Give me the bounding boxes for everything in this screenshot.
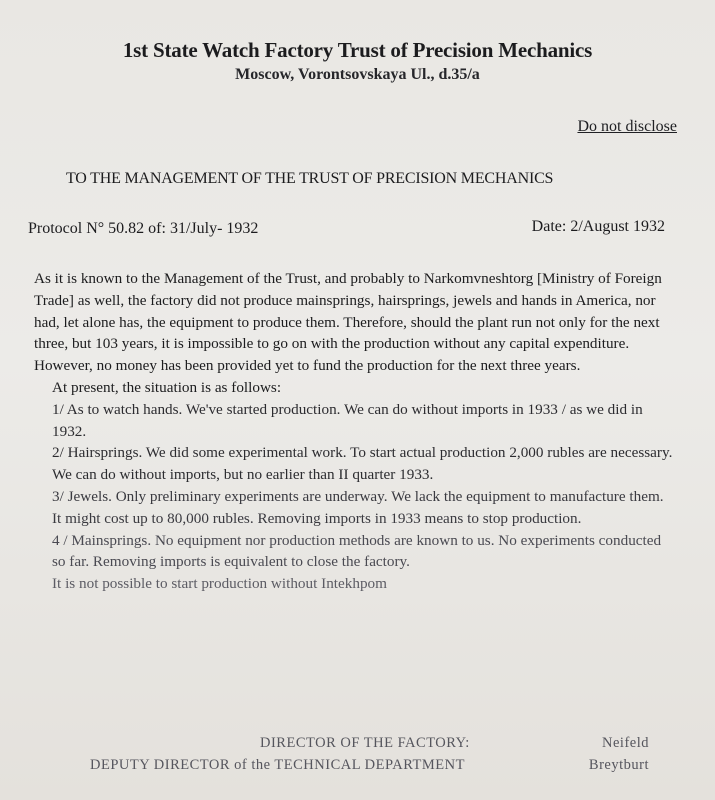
item-watch-hands: 1/ As to watch hands. We've started production. We can do without imports in 1933 / as we did in 1932. [52,400,643,440]
situation-paragraph: At present, the situation is as follows: [52,378,282,396]
letter-body [34,268,674,595]
item-hairsprings: 2/ Hairsprings. We did some experimental work. To start actual production 2,000 rubles are necessary. We can do without imports, but no earlier than II quarter 1933. [52,444,673,484]
closing-paragraph: It is not possible to start production without Intekhpom [52,575,387,593]
director-name: Neifeld [602,735,649,751]
deputy-director-name: Breytburt [588,757,649,773]
intro-paragraph: As it is known to the Management of the Trust, and probably to Narkomvneshtorg [Ministry of Foreign Trade] as well, the factory did not produce mainsprings, hairsprings, jewels and hands in America, nor had, let alone has, the equipment to produce them. Therefore, should the plant run not only for the next three, but 103 years, it is impossible to go on with the production without any capital expenditure. However, no money has been provided yet to fund the production for the next three years. [34,270,662,375]
director-title: DIRECTOR OF THE FACTORY: [260,735,470,751]
deputy-director-title: DEPUTY DIRECTOR of the TECHNICAL DEPARTMENT [90,757,465,773]
document-date: Date: 2/August 1932 [531,218,665,235]
factory-address: Moscow, Vorontsovskaya Ul., d.35/a [235,66,480,83]
do-not-disclose-stamp: Do not disclose [577,118,677,135]
item-jewels: 3/ Jewels. Only preliminary experiments are underway. We lack the equipment to manufacture them. It might cost up to 80,000 rubles. Removing imports in 1933 means to stop production. [52,487,664,527]
addressee-line: TO THE MANAGEMENT OF THE TRUST OF PRECISION MECHANICS [66,170,554,187]
factory-name-heading: 1st State Watch Factory Trust of Precision Mechanics [122,38,593,62]
protocol-number: Protocol N° 50.82 of: 31/July- 1932 [28,220,259,237]
item-mainsprings: 4 / Mainsprings. No equipment nor production methods are known to us. No experiments conducted so far. Removing imports is equivalent to close the factory. [52,531,662,571]
